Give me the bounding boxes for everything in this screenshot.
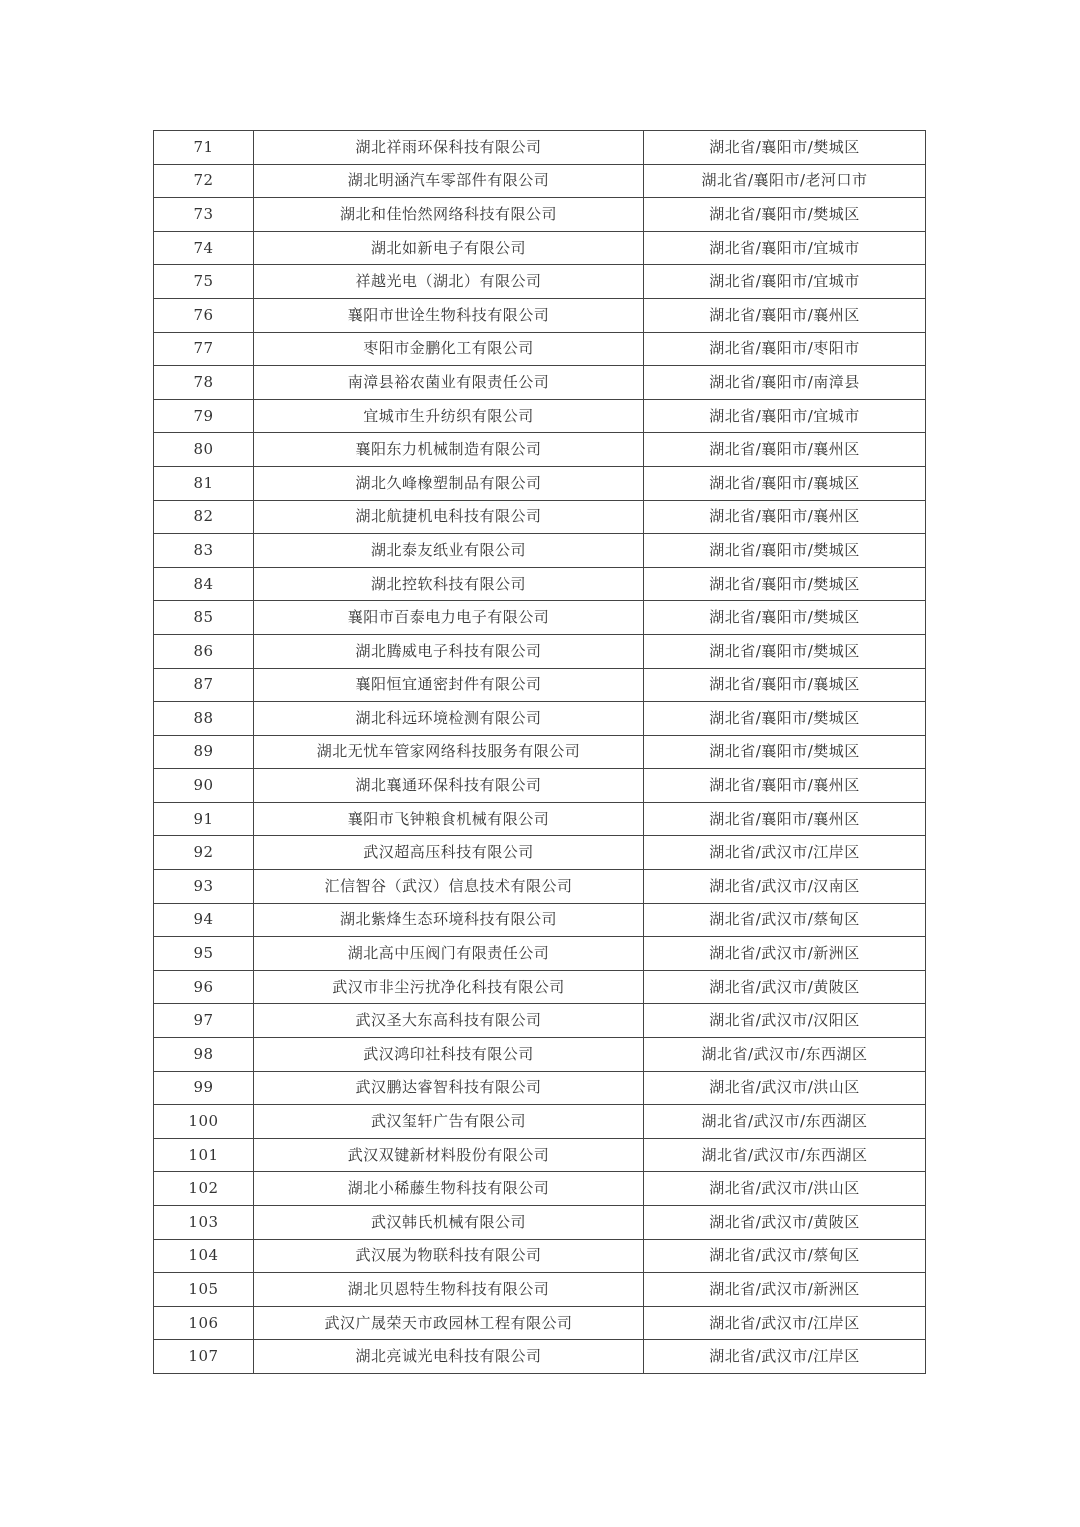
- company-location: 湖北省/武汉市/江岸区: [644, 1306, 926, 1340]
- company-location: 湖北省/武汉市/蔡甸区: [644, 1239, 926, 1273]
- row-number: 88: [154, 702, 254, 736]
- row-number: 98: [154, 1038, 254, 1072]
- company-location: 湖北省/襄阳市/樊城区: [644, 735, 926, 769]
- company-name: 湖北紫烽生态环境科技有限公司: [254, 903, 644, 937]
- company-location: 湖北省/武汉市/新洲区: [644, 1273, 926, 1307]
- row-number: 107: [154, 1340, 254, 1374]
- table-row: [154, 298, 926, 332]
- table-row: [154, 769, 926, 803]
- company-location: 湖北省/襄阳市/襄州区: [644, 500, 926, 534]
- company-location: 湖北省/武汉市/黄陂区: [644, 1206, 926, 1240]
- company-location: 湖北省/襄阳市/襄城区: [644, 668, 926, 702]
- row-number: 77: [154, 332, 254, 366]
- row-number: 94: [154, 903, 254, 937]
- company-name: 湖北腾威电子科技有限公司: [254, 634, 644, 668]
- table-row: [154, 1138, 926, 1172]
- company-name: 湖北亮诚光电科技有限公司: [254, 1340, 644, 1374]
- company-location: 湖北省/襄阳市/樊城区: [644, 131, 926, 165]
- table-row: [154, 534, 926, 568]
- table-row: [154, 1105, 926, 1139]
- company-name: 祥越光电（湖北）有限公司: [254, 265, 644, 299]
- company-name: 湖北久峰橡塑制品有限公司: [254, 466, 644, 500]
- company-location: 湖北省/武汉市/江岸区: [644, 836, 926, 870]
- table-row: [154, 1004, 926, 1038]
- table-row: [154, 500, 926, 534]
- row-number: 103: [154, 1206, 254, 1240]
- table-row: [154, 466, 926, 500]
- company-table: [153, 130, 926, 1374]
- company-location: 湖北省/襄阳市/樊城区: [644, 534, 926, 568]
- table-row: [154, 903, 926, 937]
- row-number: 90: [154, 769, 254, 803]
- company-name: 湖北控软科技有限公司: [254, 567, 644, 601]
- table-row: [154, 1172, 926, 1206]
- company-location: 湖北省/襄阳市/宜城市: [644, 231, 926, 265]
- company-name: 襄阳市百泰电力电子有限公司: [254, 601, 644, 635]
- row-number: 92: [154, 836, 254, 870]
- company-name: 武汉鸿印社科技有限公司: [254, 1038, 644, 1072]
- table-row: [154, 1306, 926, 1340]
- row-number: 73: [154, 198, 254, 232]
- company-location: 湖北省/襄阳市/襄州区: [644, 769, 926, 803]
- row-number: 81: [154, 466, 254, 500]
- table-row: [154, 702, 926, 736]
- company-location: 湖北省/襄阳市/老河口市: [644, 164, 926, 198]
- company-location: 湖北省/襄阳市/襄州区: [644, 802, 926, 836]
- table-row: [154, 601, 926, 635]
- row-number: 76: [154, 298, 254, 332]
- company-name: 襄阳恒宜通密封件有限公司: [254, 668, 644, 702]
- table-row: [154, 332, 926, 366]
- company-name: 武汉玺轩广告有限公司: [254, 1105, 644, 1139]
- company-location: 湖北省/襄阳市/襄城区: [644, 466, 926, 500]
- company-location: 湖北省/襄阳市/南漳县: [644, 366, 926, 400]
- table-row: [154, 1206, 926, 1240]
- row-number: 71: [154, 131, 254, 165]
- table-row: [154, 198, 926, 232]
- company-name: 湖北祥雨环保科技有限公司: [254, 131, 644, 165]
- company-name: 武汉韩氏机械有限公司: [254, 1206, 644, 1240]
- table-row: [154, 1038, 926, 1072]
- row-number: 85: [154, 601, 254, 635]
- company-name: 武汉市非尘污扰净化科技有限公司: [254, 970, 644, 1004]
- company-location: 湖北省/武汉市/汉阳区: [644, 1004, 926, 1038]
- company-name: 襄阳市飞钟粮食机械有限公司: [254, 802, 644, 836]
- row-number: 99: [154, 1071, 254, 1105]
- company-name: 湖北襄通环保科技有限公司: [254, 769, 644, 803]
- table-row: [154, 164, 926, 198]
- company-location: 湖北省/武汉市/江岸区: [644, 1340, 926, 1374]
- table-row: [154, 634, 926, 668]
- company-location: 湖北省/襄阳市/宜城市: [644, 265, 926, 299]
- table-row: [154, 231, 926, 265]
- company-name: 湖北明涵汽车零部件有限公司: [254, 164, 644, 198]
- table-row: [154, 1239, 926, 1273]
- company-location: 湖北省/襄阳市/樊城区: [644, 567, 926, 601]
- table-row: [154, 668, 926, 702]
- company-name: 宜城市生升纺织有限公司: [254, 399, 644, 433]
- company-location: 湖北省/襄阳市/樊城区: [644, 634, 926, 668]
- company-name: 湖北如新电子有限公司: [254, 231, 644, 265]
- table-row: [154, 265, 926, 299]
- company-name: 武汉鹏达睿智科技有限公司: [254, 1071, 644, 1105]
- table-row: [154, 567, 926, 601]
- row-number: 93: [154, 870, 254, 904]
- row-number: 79: [154, 399, 254, 433]
- company-name: 襄阳东力机械制造有限公司: [254, 433, 644, 467]
- row-number: 72: [154, 164, 254, 198]
- row-number: 75: [154, 265, 254, 299]
- company-name: 湖北航捷机电科技有限公司: [254, 500, 644, 534]
- company-name: 湖北和佳怡然网络科技有限公司: [254, 198, 644, 232]
- table-row: [154, 433, 926, 467]
- company-location: 湖北省/武汉市/黄陂区: [644, 970, 926, 1004]
- row-number: 89: [154, 735, 254, 769]
- row-number: 106: [154, 1306, 254, 1340]
- company-location: 湖北省/襄阳市/枣阳市: [644, 332, 926, 366]
- company-location: 湖北省/武汉市/东西湖区: [644, 1038, 926, 1072]
- table-row: [154, 1071, 926, 1105]
- row-number: 105: [154, 1273, 254, 1307]
- row-number: 96: [154, 970, 254, 1004]
- company-name: 襄阳市世诠生物科技有限公司: [254, 298, 644, 332]
- row-number: 101: [154, 1138, 254, 1172]
- table-row: [154, 399, 926, 433]
- company-location: 湖北省/武汉市/新洲区: [644, 937, 926, 971]
- row-number: 83: [154, 534, 254, 568]
- company-name: 武汉双键新材料股份有限公司: [254, 1138, 644, 1172]
- company-name: 武汉展为物联科技有限公司: [254, 1239, 644, 1273]
- table-row: [154, 970, 926, 1004]
- company-name: 湖北科远环境检测有限公司: [254, 702, 644, 736]
- company-location: 湖北省/武汉市/东西湖区: [644, 1105, 926, 1139]
- row-number: 84: [154, 567, 254, 601]
- company-name: 汇信智谷（武汉）信息技术有限公司: [254, 870, 644, 904]
- row-number: 78: [154, 366, 254, 400]
- company-name: 湖北贝恩特生物科技有限公司: [254, 1273, 644, 1307]
- company-name: 湖北泰友纸业有限公司: [254, 534, 644, 568]
- company-location: 湖北省/襄阳市/樊城区: [644, 601, 926, 635]
- row-number: 95: [154, 937, 254, 971]
- row-number: 100: [154, 1105, 254, 1139]
- company-name: 武汉圣大东高科技有限公司: [254, 1004, 644, 1038]
- row-number: 74: [154, 231, 254, 265]
- row-number: 91: [154, 802, 254, 836]
- table-row: [154, 870, 926, 904]
- table-row: [154, 131, 926, 165]
- row-number: 97: [154, 1004, 254, 1038]
- table-row: [154, 836, 926, 870]
- table-row: [154, 735, 926, 769]
- company-name: 湖北高中压阀门有限责任公司: [254, 937, 644, 971]
- company-location: 湖北省/襄阳市/襄州区: [644, 298, 926, 332]
- company-name: 湖北小稀藤生物科技有限公司: [254, 1172, 644, 1206]
- table-row: [154, 937, 926, 971]
- company-location: 湖北省/襄阳市/宜城市: [644, 399, 926, 433]
- table-row: [154, 366, 926, 400]
- company-location: 湖北省/襄阳市/樊城区: [644, 702, 926, 736]
- company-location: 湖北省/襄阳市/樊城区: [644, 198, 926, 232]
- table-body: [154, 131, 926, 1374]
- company-location: 湖北省/武汉市/东西湖区: [644, 1138, 926, 1172]
- table-row: [154, 802, 926, 836]
- company-location: 湖北省/襄阳市/襄州区: [644, 433, 926, 467]
- table-row: [154, 1273, 926, 1307]
- row-number: 102: [154, 1172, 254, 1206]
- company-name: 枣阳市金鹏化工有限公司: [254, 332, 644, 366]
- company-name: 武汉超高压科技有限公司: [254, 836, 644, 870]
- table-row: [154, 1340, 926, 1374]
- row-number: 82: [154, 500, 254, 534]
- company-name: 南漳县裕农菌业有限责任公司: [254, 366, 644, 400]
- row-number: 104: [154, 1239, 254, 1273]
- row-number: 87: [154, 668, 254, 702]
- company-location: 湖北省/武汉市/蔡甸区: [644, 903, 926, 937]
- company-location: 湖北省/武汉市/洪山区: [644, 1172, 926, 1206]
- company-name: 武汉广晟荣天市政园林工程有限公司: [254, 1306, 644, 1340]
- company-name: 湖北无忧车管家网络科技服务有限公司: [254, 735, 644, 769]
- company-location: 湖北省/武汉市/汉南区: [644, 870, 926, 904]
- row-number: 80: [154, 433, 254, 467]
- company-location: 湖北省/武汉市/洪山区: [644, 1071, 926, 1105]
- row-number: 86: [154, 634, 254, 668]
